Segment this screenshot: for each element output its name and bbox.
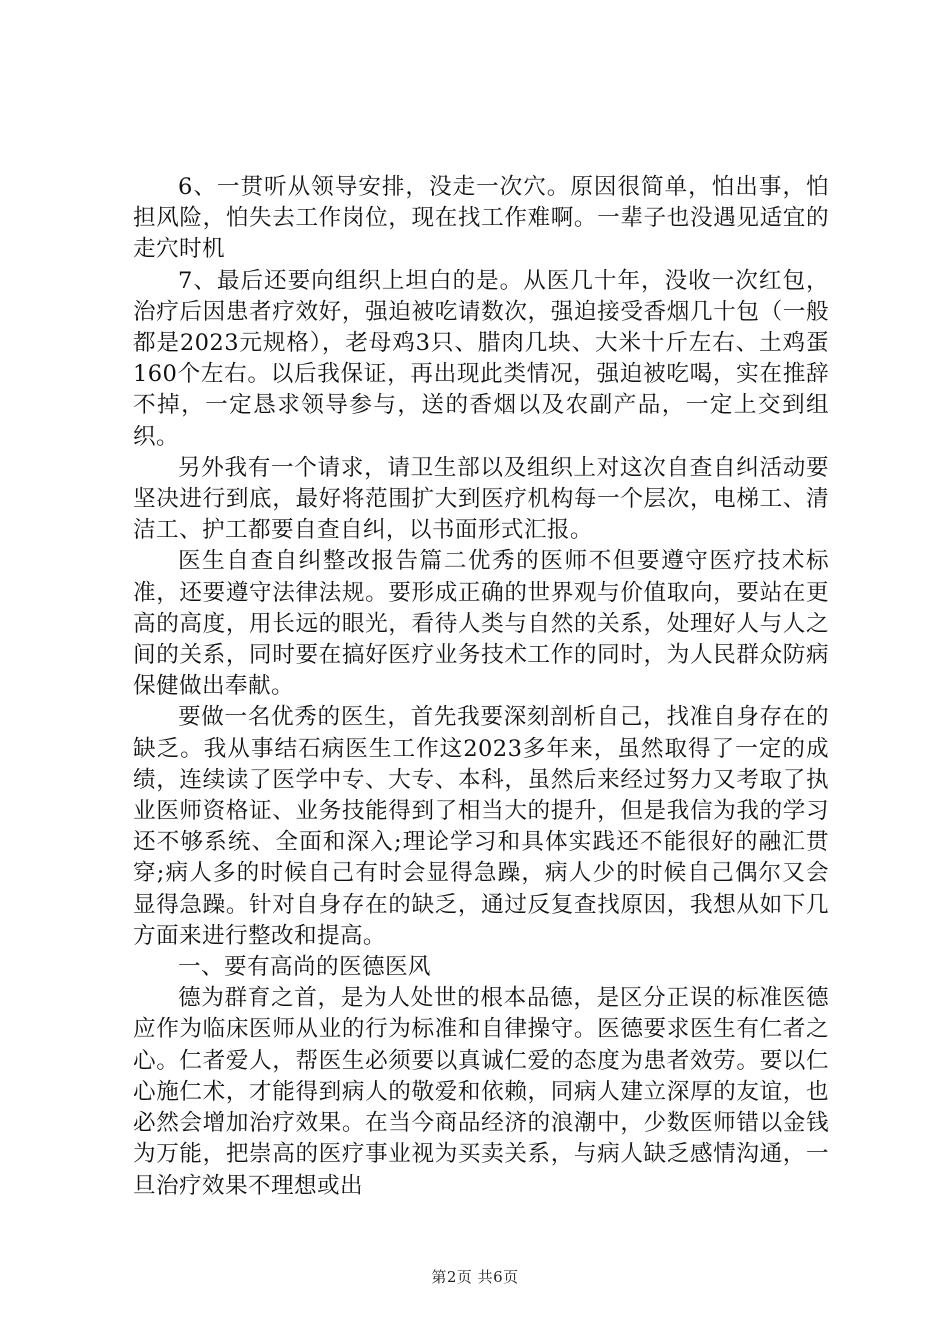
paragraph-item-7: 7、最后还要向组织上坦白的是。从医几十年，没收一次红包，治疗后因患者疗效好，强迫被吃请数次，强迫接受香烟几十包（一般都是2023元规格），老母鸡3只、腊肉几块、大米十斤左右、土鸡蛋160个左右。以后我保证，再出现此类情况，强迫被吃喝，实在推辞不掉，一定恳求领导参与，送的香烟以及农副产品，一定上交到组织。 xyxy=(133,267,829,450)
paragraph-medical-ethics: 德为群育之首，是为人处世的根本品德，是区分正误的标准医德应作为临床医师从业的行为标准和自律操守。医德要求医生有仁者之心。仁者爱人，帮医生必须要以真诚仁爱的态度为患者效劳。要以仁心施仁术，才能得到病人的敬爱和依赖，同病人建立深厚的友谊，也必然会增加治疗效果。在当今商品经济的浪潮中，少数医师错以金钱为万能，把崇高的医疗事业视为买卖关系，与病人缺乏感情沟通，一旦治疗效果不理想或出 xyxy=(133,985,829,1199)
paragraph-item-6: 6、一贯听从领导安排，没走一次穴。原因很简单，怕出事，怕担风险，怕失去工作岗位，现在找工作难啊。一辈子也没遇见适宜的走穴时机 xyxy=(133,174,829,263)
paragraph-request: 另外我有一个请求，请卫生部以及组织上对这次自查自纠活动要坚决进行到底，最好将范围扩大到医疗机构每一个层次，电梯工、清洁工、护工都要自查自纠，以书面形式汇报。 xyxy=(133,454,829,544)
paragraph-self-analysis: 要做一名优秀的医生，首先我要深刻剖析自己，找准自身存在的缺乏。我从事结石病医生工作这2023多年来，虽然取得了一定的成绩，连续读了医学中专、大专、本科，虽然后来经过努力又考取了执业医师资格证、业务技能得到了相当大的提升，但是我信为我的学习还不够系统、全面和深入;理论学习和具体实践还不能很好的融汇贯穿;病人多的时候自己有时会显得急躁，病人少的时候自己偶尔又会显得急躁。针对自身存在的缺乏，通过反复查找原因，我想从如下几方面来进行整改和提高。 xyxy=(133,704,829,949)
paragraph-report-two-intro: 医生自查自纠整改报告篇二优秀的医师不但要遵守医疗技术标准，还要遵守法律法规。要形成正确的世界观与价值取向，要站在更高的高度，用长远的眼光，看待人类与自然的关系，处理好人与人之间的关系，同时要在搞好医疗业务技术工作的同时，为人民群众防病保健做出奉献。 xyxy=(133,548,829,700)
page-footer: 第2页 共6页 xyxy=(431,1268,519,1286)
section-heading-medical-ethics: 一、要有高尚的医德医风 xyxy=(178,954,431,981)
document-body xyxy=(133,172,829,1202)
